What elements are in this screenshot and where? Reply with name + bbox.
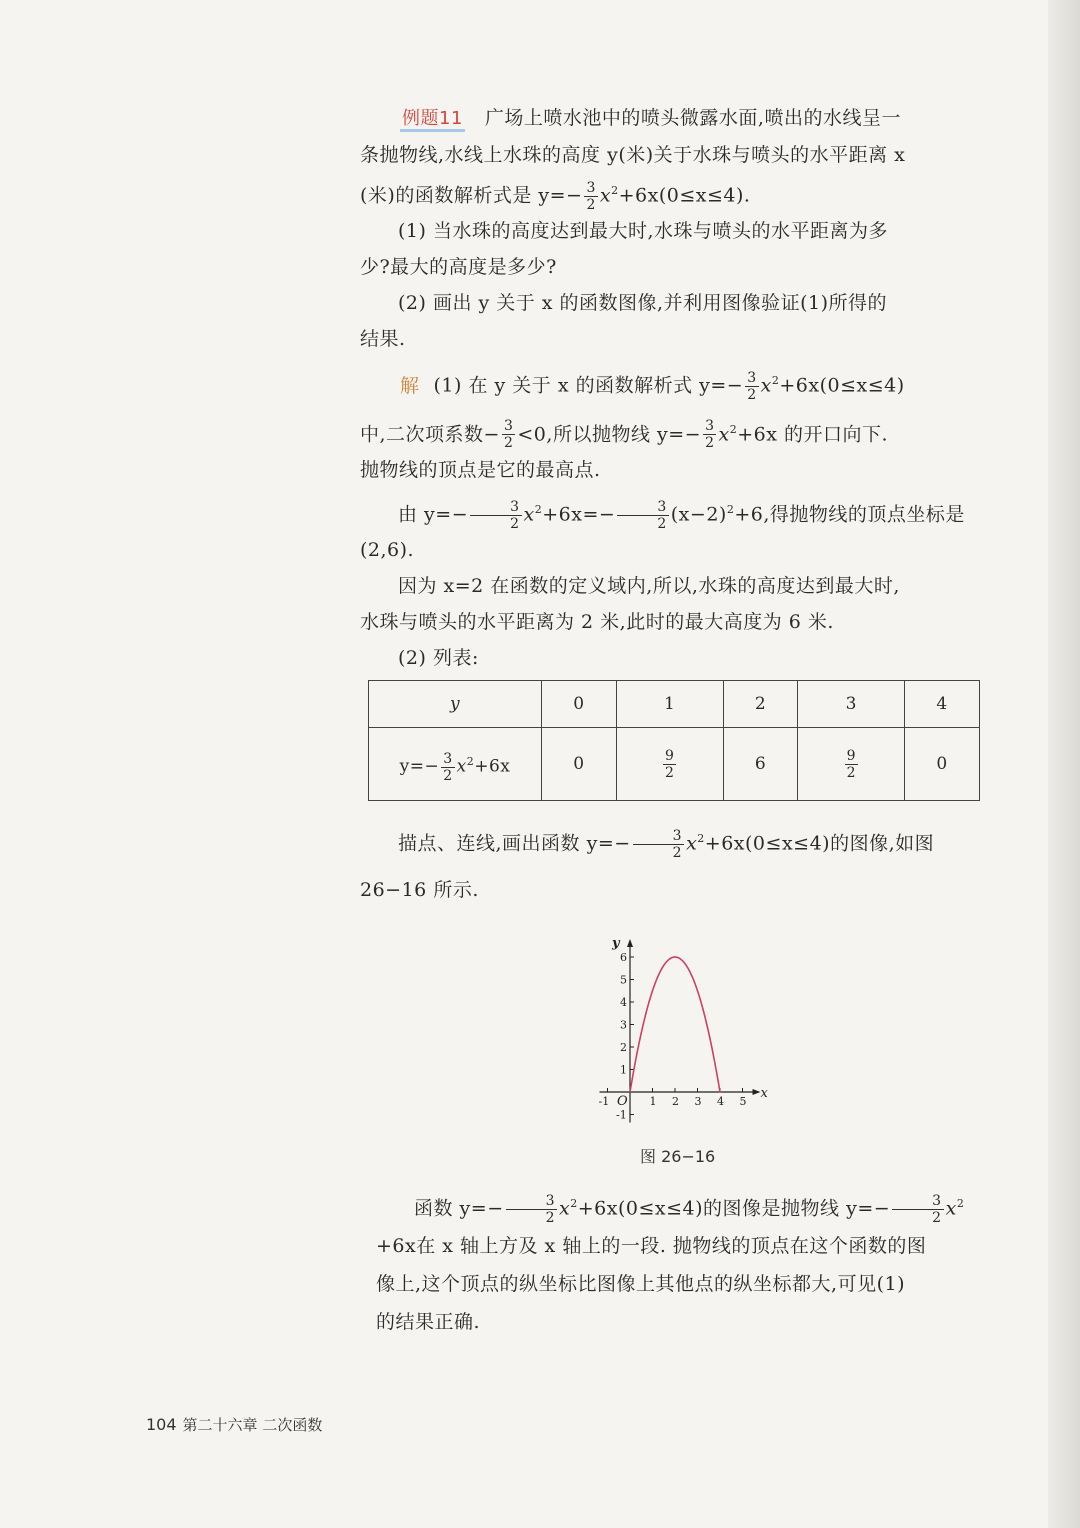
fraction: $\frac{3}{2}$ — [586, 179, 596, 213]
question-2: (2) 画出 y 关于 x 的函数图像,并利用图像验证(1)所得的 — [398, 292, 888, 315]
plot-description: 描点、连线,画出函数 y=− $\frac{3}{2}$ $x^2+6x(0\le x\le 4)$的图像,如图 — [398, 828, 935, 862]
example-line-3: (米)的函数解析式是 y=− $\frac{3}{2}$ $x^2+6x(0\le x\le 4)$. — [360, 179, 751, 213]
solution-label: 解 — [400, 374, 420, 397]
data-point — [663, 965, 664, 966]
table-row — [369, 728, 980, 801]
y-tick-label: 1 — [620, 1063, 627, 1077]
y-axis-arrow — [627, 939, 633, 947]
data-point — [708, 1032, 709, 1033]
conclusion-line-3: 像上,这个顶点的纵坐标比图像上其他点的纵坐标都大,可见(1) — [376, 1273, 905, 1296]
conclusion-line-2: +6x在 x 轴上方及 x 轴上的一段. 抛物线的顶点在这个函数的图 — [376, 1235, 927, 1258]
solution-line-2: 中,二次项系数− $\frac{3}{2}$ <0,所以抛物线 y=− $\frac{3}{2}$ $x^2+6x$ 的开口向下. — [360, 418, 889, 452]
data-point — [686, 965, 687, 966]
solution-line-4: 由 y=− $\frac{3}{2}$ $x^2+6x=-$ $\frac{3}{2}$ $(x-2)^2+6$,得抛物线的顶点坐标是 — [398, 498, 965, 532]
example-line-2: 条抛物线,水线上水珠的高度 y(米)关于水珠与喷头的水平距离 x — [360, 144, 906, 166]
question-2-cont: 结果. — [360, 328, 406, 351]
figure-caption: 图 26−16 — [640, 1147, 716, 1166]
table-cell: 4 — [905, 681, 980, 728]
table-cell: 0 — [905, 728, 980, 801]
solution-line-3: 抛物线的顶点是它的最高点. — [360, 458, 601, 481]
data-point — [652, 990, 653, 991]
chapter-title: 第二十六章 二次函数 — [182, 1416, 323, 1434]
x-tick-label: 1 — [649, 1095, 657, 1108]
example-label: 例题11 — [400, 108, 465, 132]
x-axis-arrow — [753, 1089, 761, 1095]
table-header-cell: y=− $\frac{3}{2}$ $x^2+6x$ — [369, 728, 542, 801]
x-tick-label: 2 — [672, 1095, 679, 1108]
solution-line-6: 因为 x=2 在函数的定义域内,所以,水珠的高度达到最大时, — [398, 575, 900, 598]
conclusion-line-1: 函数 y=− $\frac{3}{2}$ $x^2+6x(0\le x\le 4)$的图像是抛物线 y=− $\frac{3}{2}$ $x^2$ — [414, 1192, 965, 1226]
y-tick-label: 4 — [620, 996, 627, 1009]
table-cell: 6 — [723, 728, 798, 801]
vertex-coordinate: (2,6). — [360, 539, 415, 562]
question-1-cont: 少?最大的高度是多少? — [360, 256, 557, 279]
table-cell: 0 — [542, 728, 617, 801]
origin-label: O — [617, 1094, 628, 1109]
example-section — [360, 100, 980, 908]
x-axis-label: x — [760, 1086, 768, 1101]
parabola-figure — [590, 925, 790, 1125]
page-edge — [1048, 0, 1080, 1528]
y-axis-label: y — [612, 936, 620, 951]
x-tick-label: 4 — [717, 1095, 724, 1108]
example-line-1: 例题11 广场上喷水池中的喷头微露水面,喷出的水线呈一 — [360, 100, 980, 137]
solution-line-1: 解 (1) 在 y 关于 x 的函数解析式 y=− $\frac{3}{2}$ $x^2+6x(0\le x\le 4)$ — [400, 370, 905, 404]
y-tick-label: 5 — [620, 973, 627, 987]
data-point — [629, 1091, 630, 1092]
parabola-curve — [630, 957, 720, 1092]
table-cell: 0 — [542, 681, 617, 728]
data-point — [674, 956, 675, 957]
y-tick-label: 2 — [620, 1041, 627, 1054]
page-number: 104 — [146, 1415, 177, 1434]
table-cell: 2 — [723, 681, 798, 728]
table-cell: $\frac{9}{2}$ — [616, 728, 723, 801]
data-point — [719, 1091, 720, 1092]
value-table — [368, 680, 980, 801]
conclusion-section — [376, 1185, 996, 1341]
y-tick-label: -1 — [616, 1108, 627, 1122]
table-row — [369, 681, 980, 728]
solution-line-7: 水珠与喷头的水平距离为 2 米,此时的最大高度为 6 米. — [360, 611, 834, 634]
table-intro: (2) 列表: — [398, 647, 479, 670]
figure-reference: 26−16 所示. — [360, 878, 479, 901]
y-tick-label: 3 — [620, 1018, 627, 1032]
page-footer — [146, 1414, 322, 1435]
x-tick-label: 3 — [694, 1095, 702, 1108]
data-point — [641, 1032, 642, 1033]
table-cell: 3 — [798, 681, 905, 728]
y-tick-label: 6 — [620, 951, 627, 964]
table-header-cell: y — [369, 681, 542, 728]
table-cell: $\frac{9}{2}$ — [798, 728, 905, 801]
x-tick-label: -1 — [598, 1095, 610, 1108]
question-1: (1) 当水珠的高度达到最大时,水珠与喷头的水平距离为多 — [398, 220, 888, 243]
table-cell: 1 — [616, 681, 723, 728]
conclusion-line-4: 的结果正确. — [376, 1311, 481, 1334]
data-point — [697, 990, 698, 991]
x-tick-label: 5 — [739, 1095, 747, 1108]
